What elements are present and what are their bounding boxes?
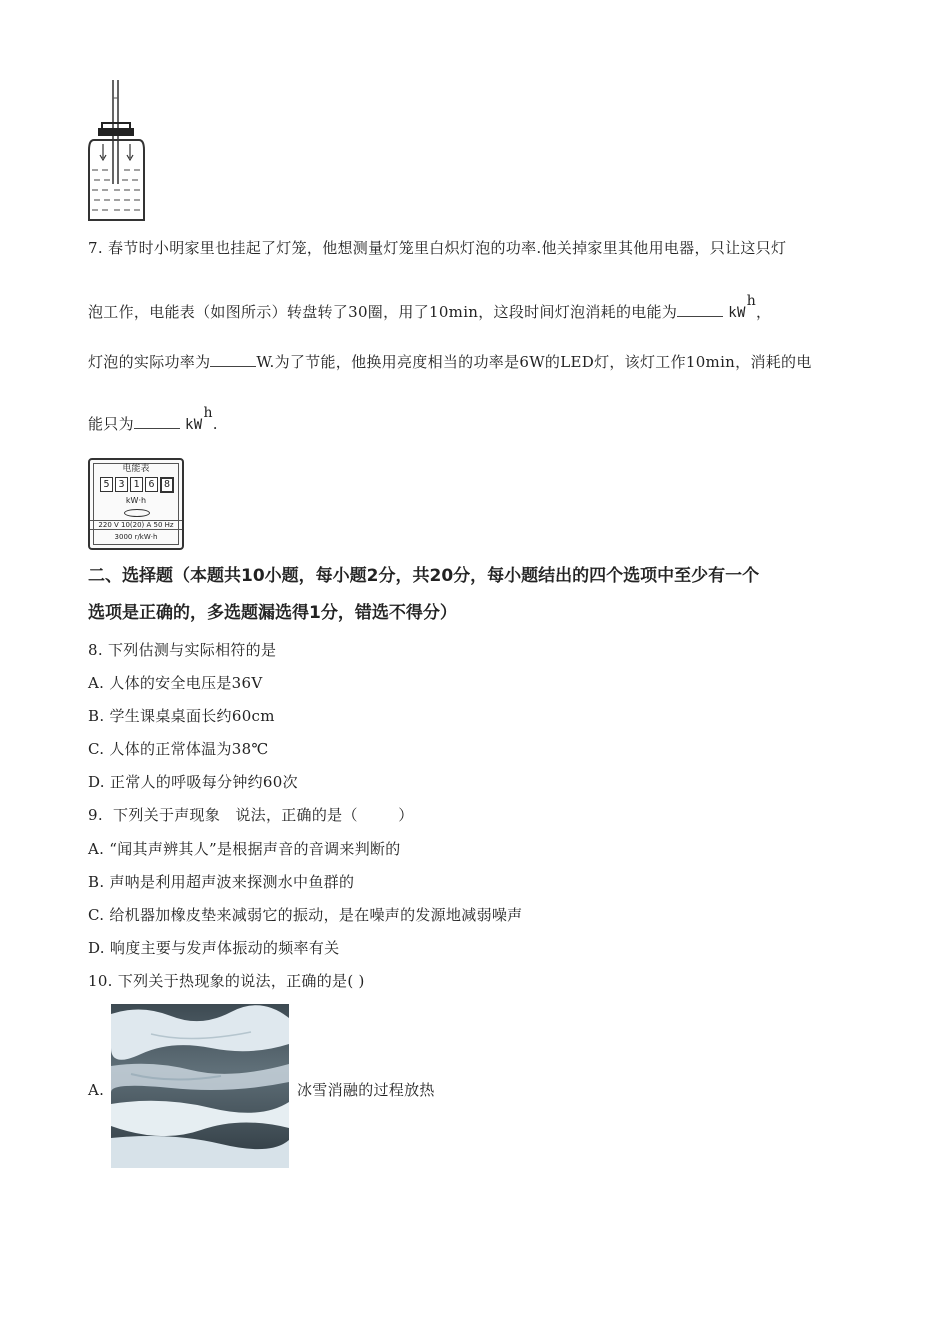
meter-digit: 1 — [130, 477, 143, 492]
q8-option-a[interactable]: A. 人体的安全电压是36V — [88, 674, 263, 692]
q10-option-a-letter[interactable]: A. — [88, 1081, 105, 1099]
meter-title: 电能表 — [122, 464, 150, 474]
unit-h: h — [746, 293, 757, 309]
q7-line-1 — [88, 238, 786, 258]
meter-spec: 220 V 10(20) A 50 Hz — [90, 520, 182, 530]
unit-h-2: h — [203, 405, 213, 421]
answer-blank-energy[interactable] — [677, 302, 723, 317]
q10-stem: 10. 下列关于热现象的说法，正确的是( ) — [88, 972, 365, 990]
meter-digit: 6 — [145, 477, 158, 492]
q7-text-2: 泡工作，电能表（如图所示）转盘转了30圈，用了10min，这段时间灯泡消耗的电能为 — [88, 303, 678, 321]
q7-line-3 — [88, 352, 812, 372]
q7-text-4a: 能只为 — [88, 415, 134, 433]
q7-line-4 — [88, 405, 218, 435]
q9-option-a[interactable]: A. “闻其声辨其人”是根据声音的音调来判断的 — [88, 840, 401, 858]
meter-constant: 3000 r/kW·h — [114, 533, 158, 541]
section-heading-line-1: 二、选择题（本题共10小题，每小题2分，共20分，每小题结出的四个选项中至少有一个 — [88, 566, 760, 586]
electric-meter-figure — [88, 458, 184, 550]
section-heading-line-2: 选项是正确的，多选题漏选得1分，错选不得分） — [88, 603, 457, 623]
q9-option-b[interactable]: B. 声呐是利用超声波来探测水中鱼群的 — [88, 873, 355, 891]
meter-unit: kW·h — [125, 496, 147, 505]
meter-digit: 8 — [160, 477, 174, 493]
q7-number: 7. — [88, 239, 103, 257]
meter-disc-icon — [124, 509, 150, 517]
q7-text-4b: . — [212, 415, 218, 433]
q7-line-2 — [88, 293, 772, 323]
answer-blank-led-energy[interactable] — [134, 414, 180, 429]
q9-stem: 9. 下列关于声现象 说法，正确的是（ ） — [88, 806, 414, 824]
q8-option-c[interactable]: C. 人体的正常体温为38℃ — [88, 740, 269, 758]
q9-option-d[interactable]: D. 响度主要与发声体振动的频率有关 — [88, 939, 340, 957]
q10-option-a-text[interactable]: 冰雪消融的过程放热 — [297, 1081, 435, 1099]
meter-digit: 3 — [115, 477, 128, 492]
meter-digits — [100, 477, 174, 493]
q9-option-c[interactable]: C. 给机器加橡皮垫来减弱它的振动，是在噪声的发源地减弱噪声 — [88, 906, 523, 924]
q7-text-2-end: ， — [756, 303, 772, 321]
bottle-figure — [84, 78, 154, 226]
q8-option-b[interactable]: B. 学生课桌桌面长约60cm — [88, 707, 275, 725]
unit-kw: kW — [728, 305, 746, 321]
q8-stem: 8. 下列估测与实际相符的是 — [88, 641, 277, 659]
answer-blank-power[interactable] — [210, 352, 256, 367]
unit-kw-2: kW — [184, 417, 203, 433]
q7-text-3b: W.为了节能，他换用亮度相当的功率是6W的LED灯，该灯工作10min，消耗的电 — [256, 353, 812, 371]
q7-text-1: 春节时小明家里也挂起了灯笼，他想测量灯笼里白炽灯泡的功率.他关掉家里其他用电器，只让这只灯 — [108, 239, 787, 257]
meter-digit: 5 — [100, 477, 113, 492]
q8-option-d[interactable]: D. 正常人的呼吸每分钟约60次 — [88, 773, 298, 791]
q7-text-3a: 灯泡的实际功率为 — [88, 353, 211, 371]
ice-melting-photo — [111, 1004, 289, 1168]
